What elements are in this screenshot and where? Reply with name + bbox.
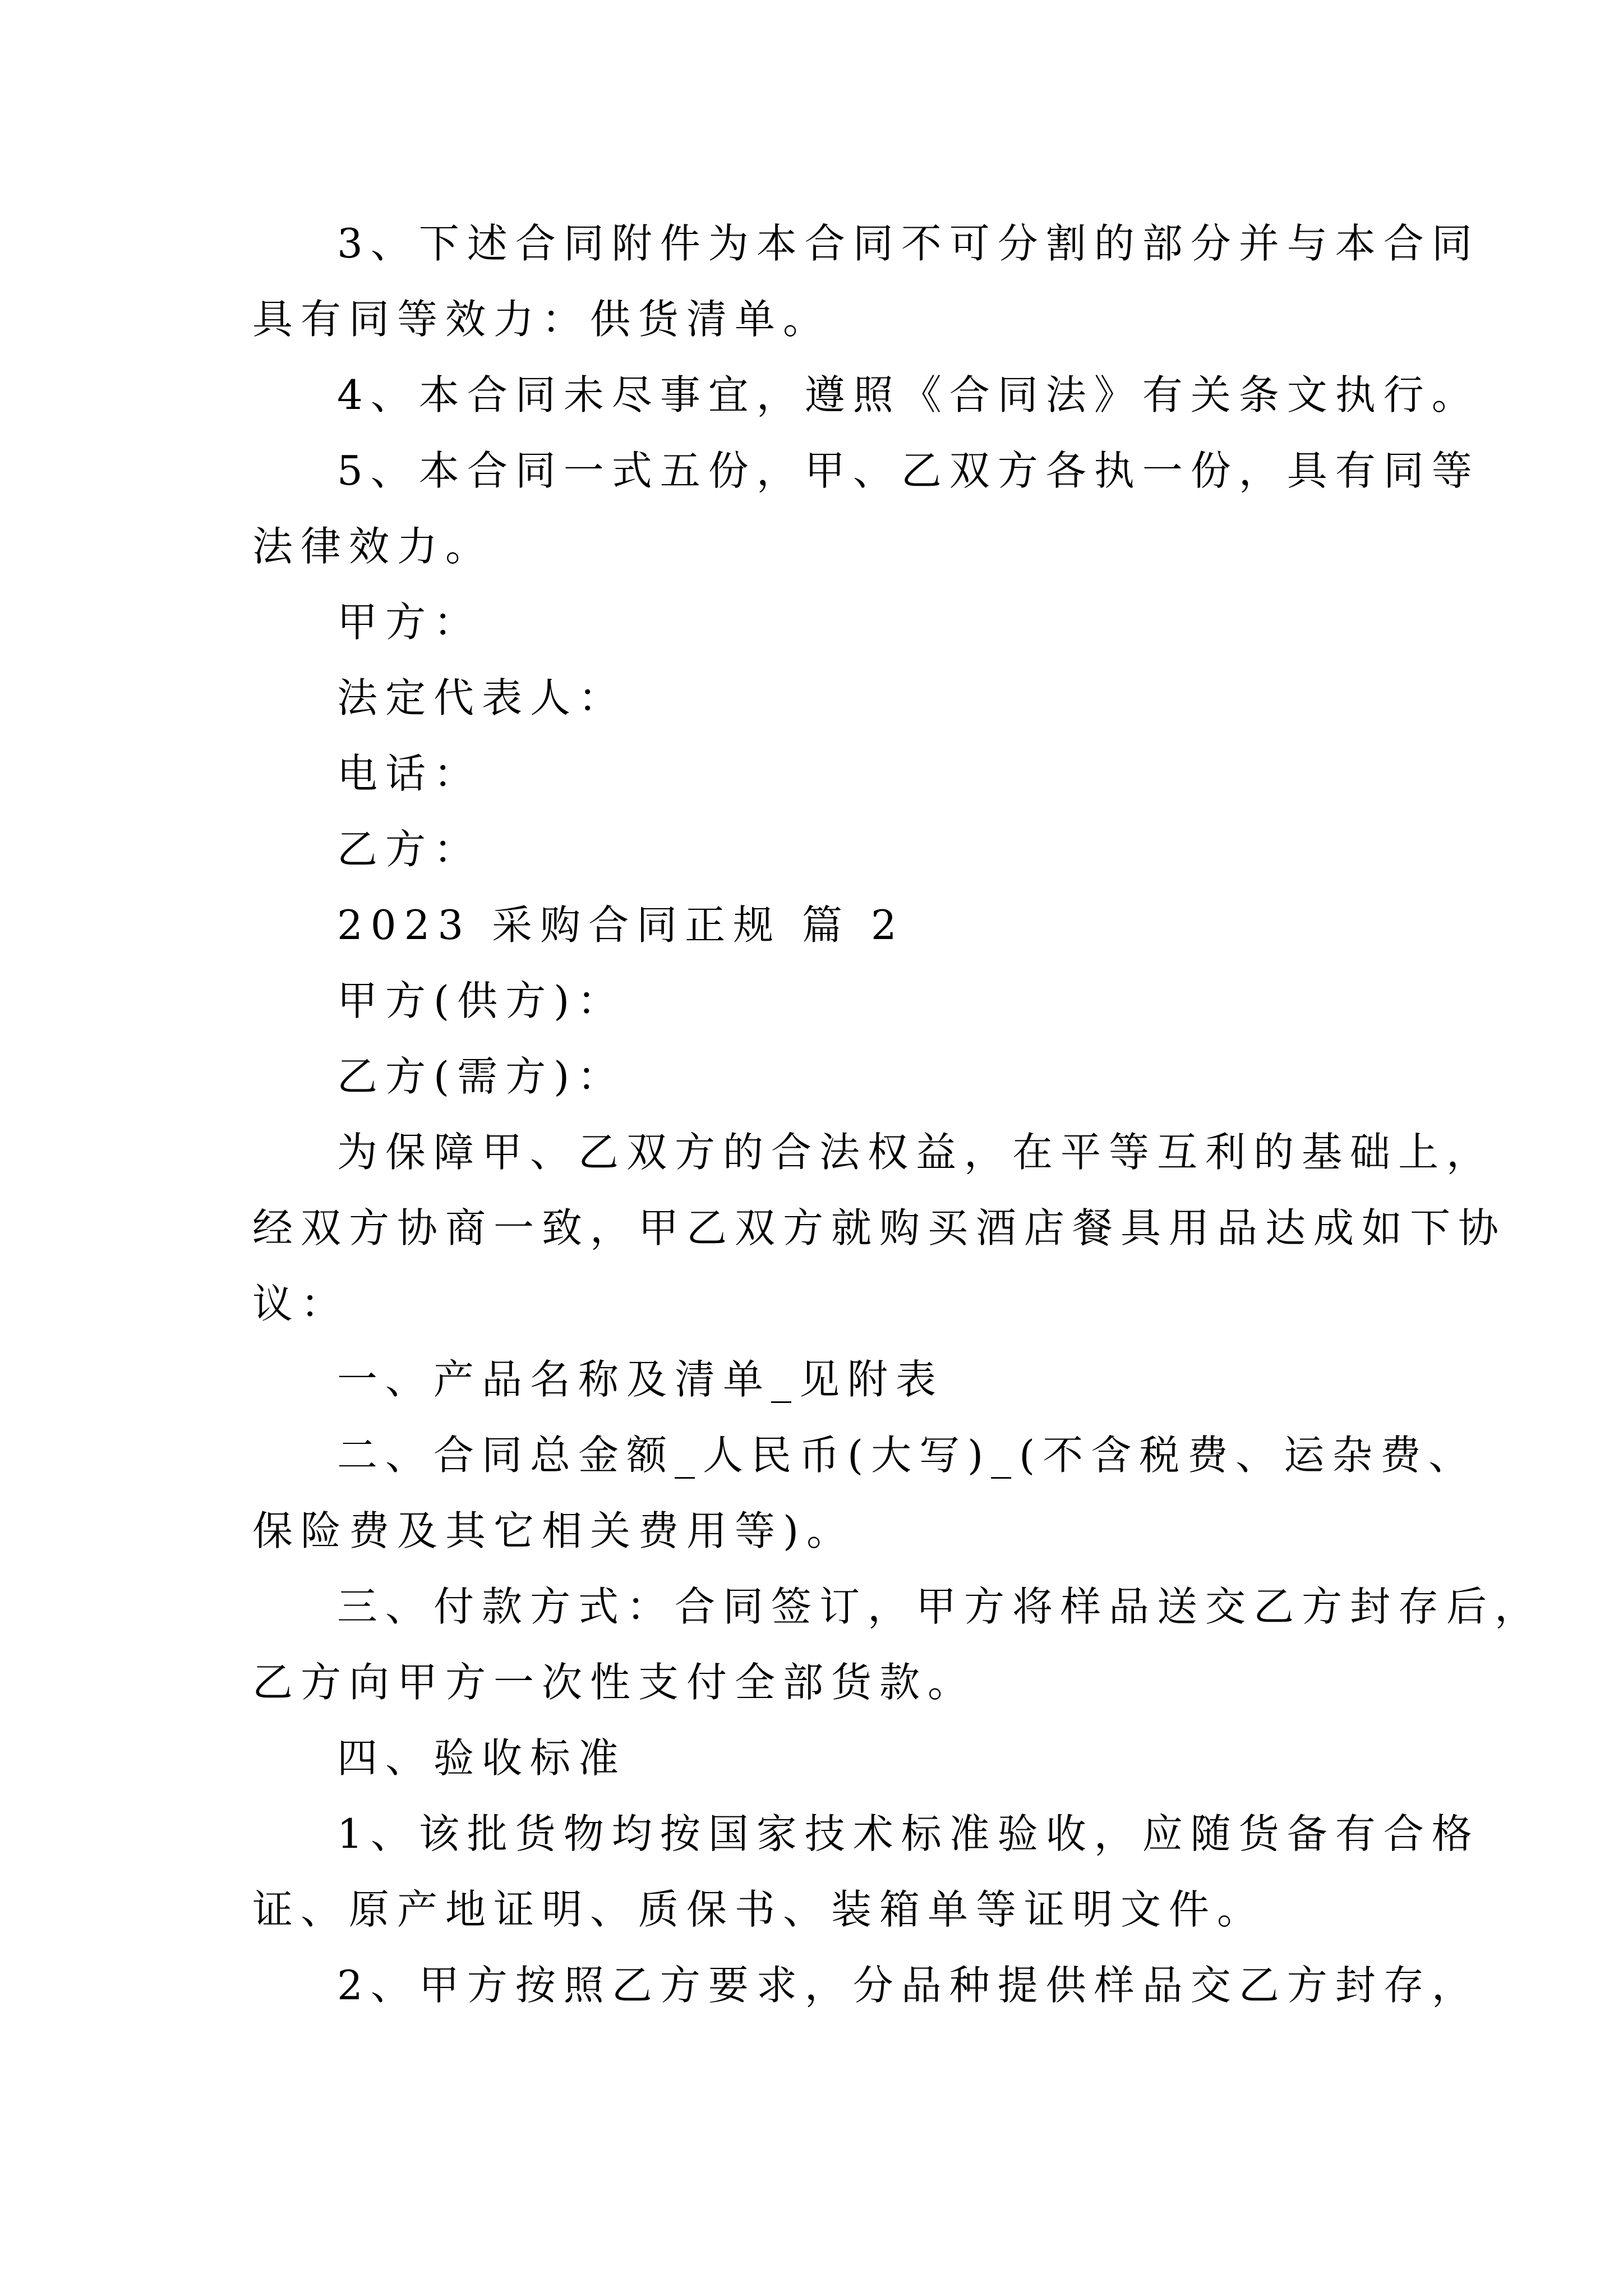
preamble-line-1: 为保障甲、乙双方的合法权益，在平等互利的基础上， [337, 1129, 1495, 1176]
clause-3-line-2: 具有同等效力：供货清单。 [252, 296, 832, 343]
party-a-label: 甲方： [337, 599, 482, 646]
article-2-line-2: 保险费及其它相关费用等)。 [252, 1507, 855, 1554]
section-heading: 2023 采购合同正规 篇 2 [337, 901, 905, 949]
article-4-item-2-line-1: 2、甲方按照乙方要求，分品种提供样品交乙方封存， [337, 1962, 1480, 2009]
article-3-line-2: 乙方向甲方一次性支付全部货款。 [252, 1659, 976, 1706]
article-4-heading: 四、验收标准 [337, 1734, 627, 1782]
preamble-line-2: 经双方协商一致，甲乙双方就购买酒店餐具用品达成如下协 [252, 1204, 1507, 1251]
party-b-buyer-label: 乙方(需方)： [337, 1053, 626, 1100]
article-2-line-1: 二、合同总金额_人民币(大写)_(不含税费、运杂费、 [337, 1432, 1477, 1479]
article-3-line-1: 三、付款方式：合同签订，甲方将样品送交乙方封存后， [337, 1583, 1543, 1630]
clause-3-line-1: 3、下述合同附件为本合同不可分割的部分并与本合同 [337, 220, 1480, 267]
party-a-supplier-label: 甲方(供方)： [337, 977, 626, 1024]
article-1-line: 一、产品名称及清单_见附表 [337, 1356, 944, 1403]
article-4-item-1-line-2: 证、原产地证明、质保书、装箱单等证明文件。 [252, 1886, 1266, 1933]
party-b-label: 乙方： [337, 826, 482, 873]
legal-representative-label: 法定代表人： [337, 674, 627, 721]
clause-5-line-2: 法律效力。 [252, 523, 494, 570]
phone-label: 电话： [337, 750, 482, 797]
article-4-item-1-line-1: 1、该批货物均按国家技术标准验收，应随货备有合格 [337, 1810, 1480, 1857]
preamble-line-3: 议： [252, 1280, 349, 1327]
clause-5-line-1: 5、本合同一式五份，甲、乙双方各执一份，具有同等 [337, 447, 1480, 494]
clause-4-line: 4、本合同未尽事宜，遵照《合同法》有关条文执行。 [337, 371, 1480, 418]
